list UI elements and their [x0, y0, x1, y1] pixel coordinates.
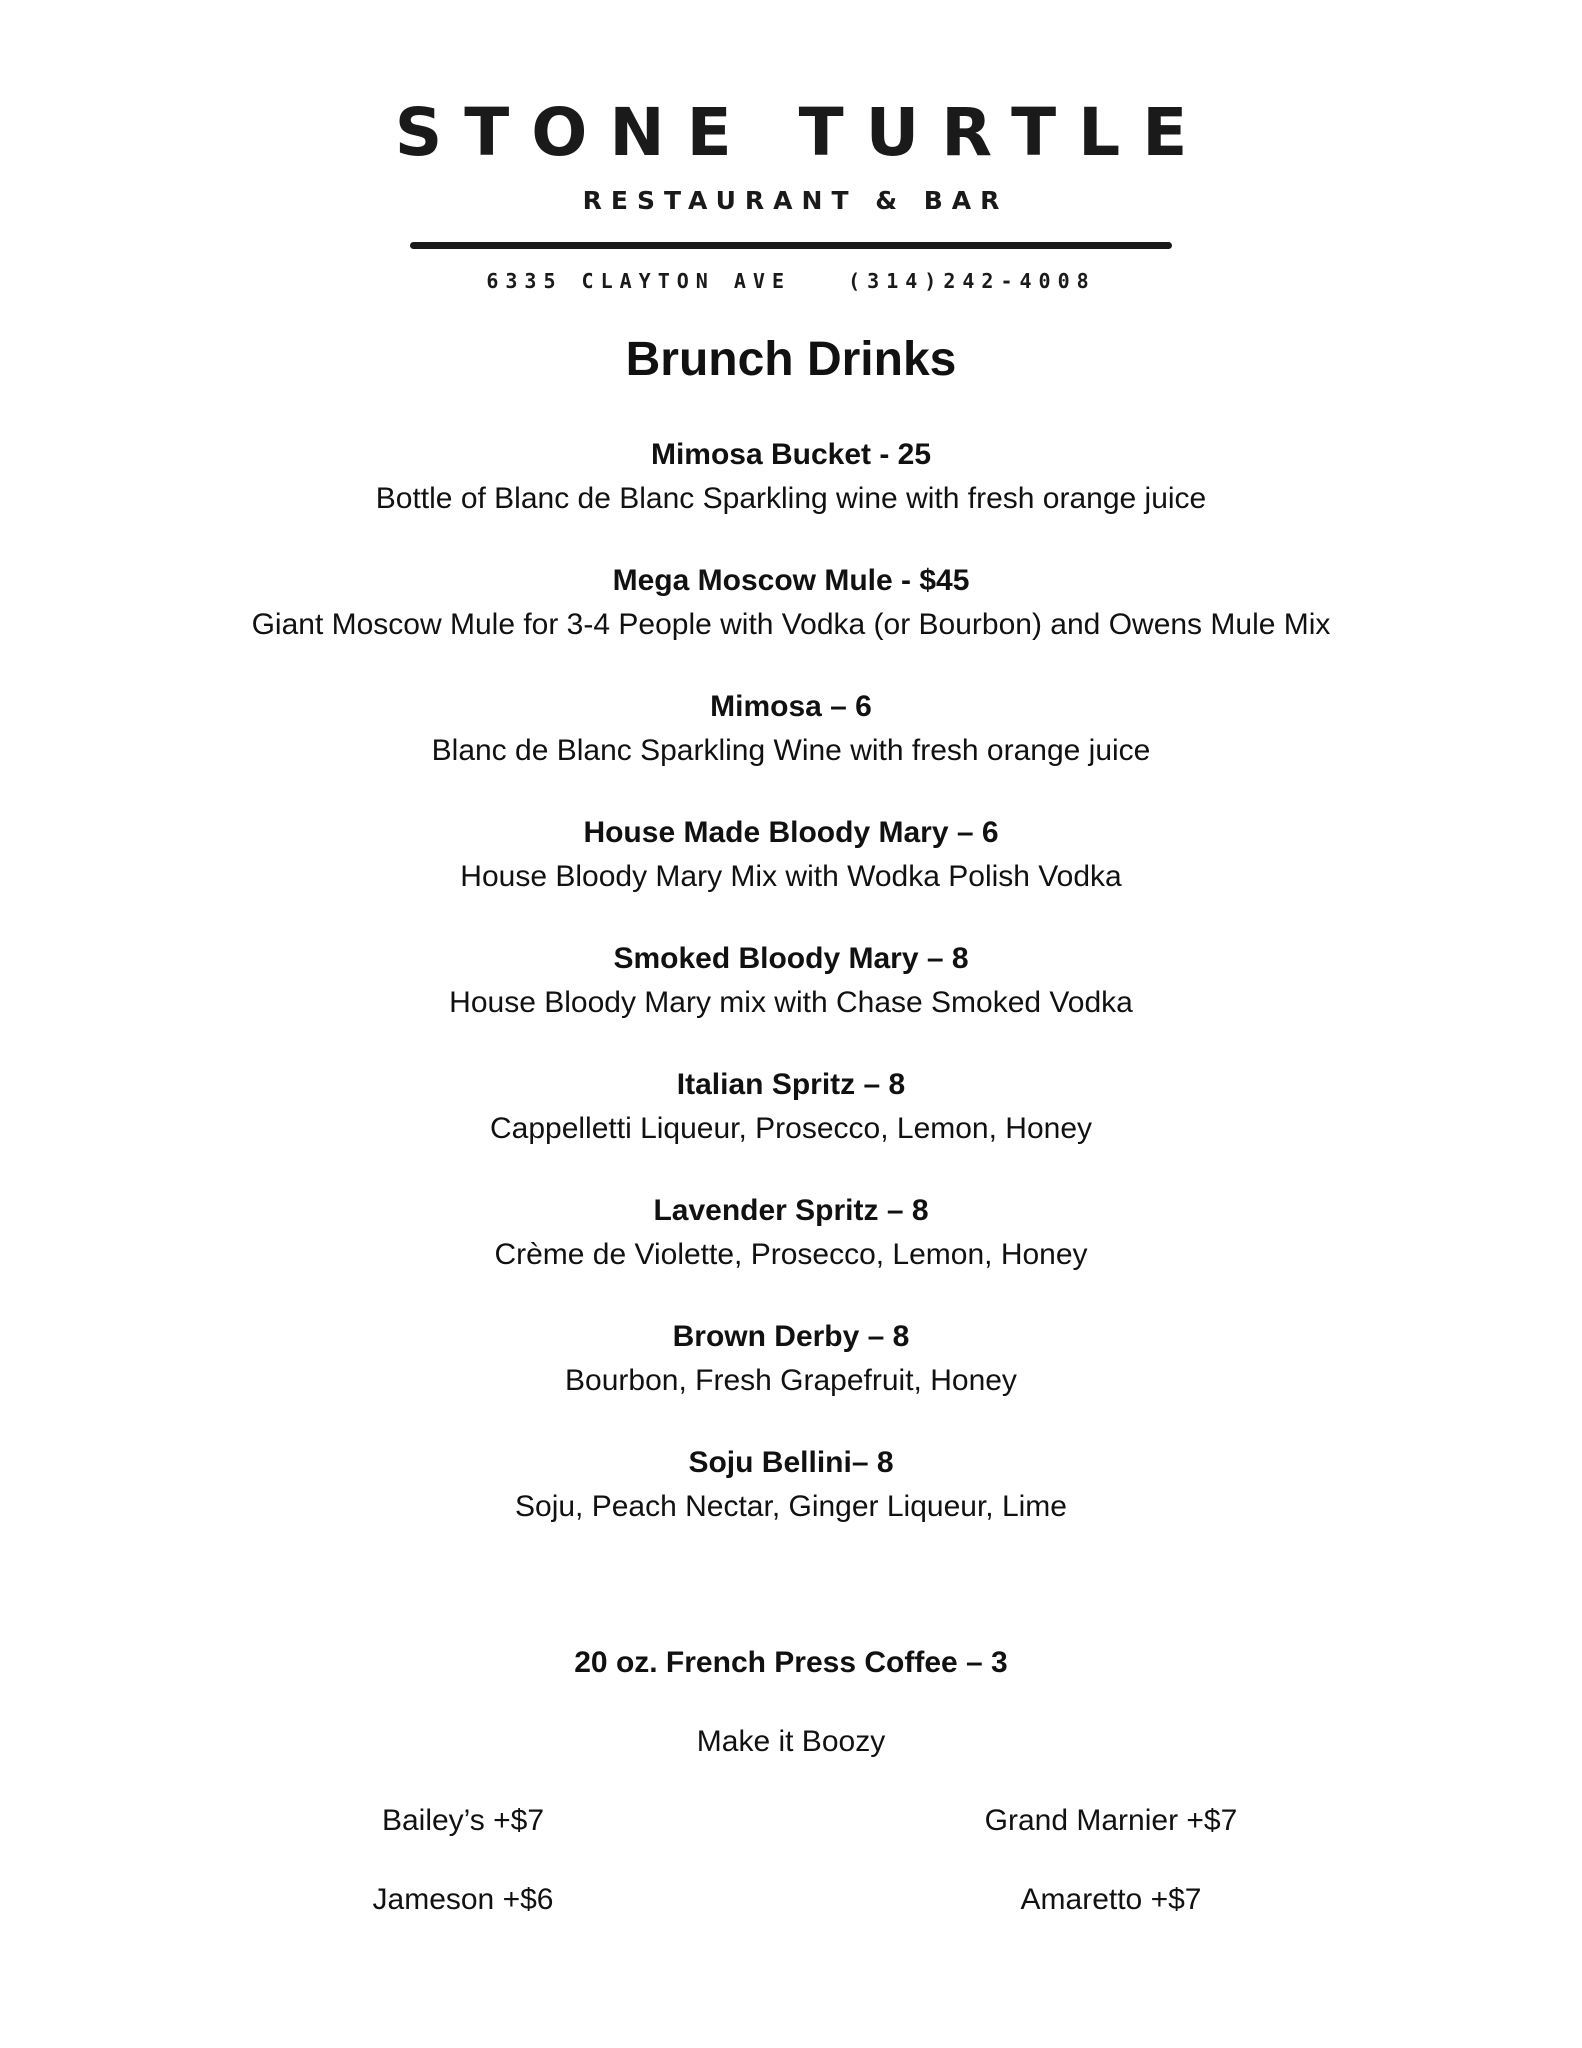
- drink-name: Mimosa Bucket - 25: [650, 438, 932, 471]
- drink-list: [0, 435, 1582, 1569]
- drink-item: [0, 939, 1582, 1065]
- drink-name: Mega Moscow Mule - $45: [612, 564, 970, 597]
- drink-description: Bottle of Blanc de Blanc Sparkling wine with fresh orange juice: [375, 482, 1207, 515]
- restaurant-address: 6335 CLAYTON AVE (314)242-4008: [486, 269, 1096, 293]
- drink-description: House Bloody Mary Mix with Wodka Polish Vodka: [460, 860, 1122, 893]
- restaurant-subtitle: RESTAURANT & BAR: [582, 186, 1009, 215]
- coffee-item: 20 oz. French Press Coffee – 3: [574, 1646, 1008, 1679]
- drink-item: [0, 1317, 1582, 1443]
- drink-name: Soju Bellini– 8: [688, 1446, 894, 1479]
- drink-item: [0, 1443, 1582, 1569]
- addon-amaretto: Amaretto +$7: [1020, 1883, 1202, 1916]
- drink-item: [0, 561, 1582, 687]
- drink-item: [0, 1191, 1582, 1317]
- drink-description: Giant Moscow Mule for 3-4 People with Vodka (or Bourbon) and Owens Mule Mix: [251, 608, 1331, 641]
- drink-name: Brown Derby – 8: [672, 1320, 910, 1353]
- drink-item: [0, 687, 1582, 813]
- drink-item: [0, 1065, 1582, 1191]
- drink-name: Smoked Bloody Mary – 8: [613, 942, 969, 975]
- addon-jameson: Jameson +$6: [372, 1883, 554, 1916]
- drink-description: Blanc de Blanc Sparkling Wine with fresh orange juice: [431, 734, 1151, 767]
- drink-name: Italian Spritz – 8: [676, 1068, 906, 1101]
- drink-item: [0, 435, 1582, 561]
- menu-title: Brunch Drinks: [625, 333, 957, 386]
- drink-description: Soju, Peach Nectar, Ginger Liqueur, Lime: [515, 1490, 1067, 1523]
- restaurant-name: STONE TURTLE: [394, 94, 1210, 171]
- restaurant-logo: [0, 94, 1582, 293]
- logo-divider: [410, 242, 1172, 249]
- drink-description: House Bloody Mary mix with Chase Smoked Vodka: [449, 986, 1133, 1019]
- drink-item: [0, 813, 1582, 939]
- drink-name: Lavender Spritz – 8: [653, 1194, 929, 1227]
- drink-name: House Made Bloody Mary – 6: [583, 816, 999, 849]
- addon-baileys: Bailey’s +$7: [381, 1804, 545, 1837]
- boozy-heading: Make it Boozy: [696, 1725, 886, 1758]
- drink-name: Mimosa – 6: [710, 690, 872, 723]
- drink-description: Bourbon, Fresh Grapefruit, Honey: [565, 1364, 1017, 1397]
- drink-description: Cappelletti Liqueur, Prosecco, Lemon, Honey: [489, 1112, 1093, 1145]
- drink-description: Crème de Violette, Prosecco, Lemon, Honey: [494, 1238, 1088, 1271]
- addon-grand-marnier: Grand Marnier +$7: [984, 1804, 1238, 1837]
